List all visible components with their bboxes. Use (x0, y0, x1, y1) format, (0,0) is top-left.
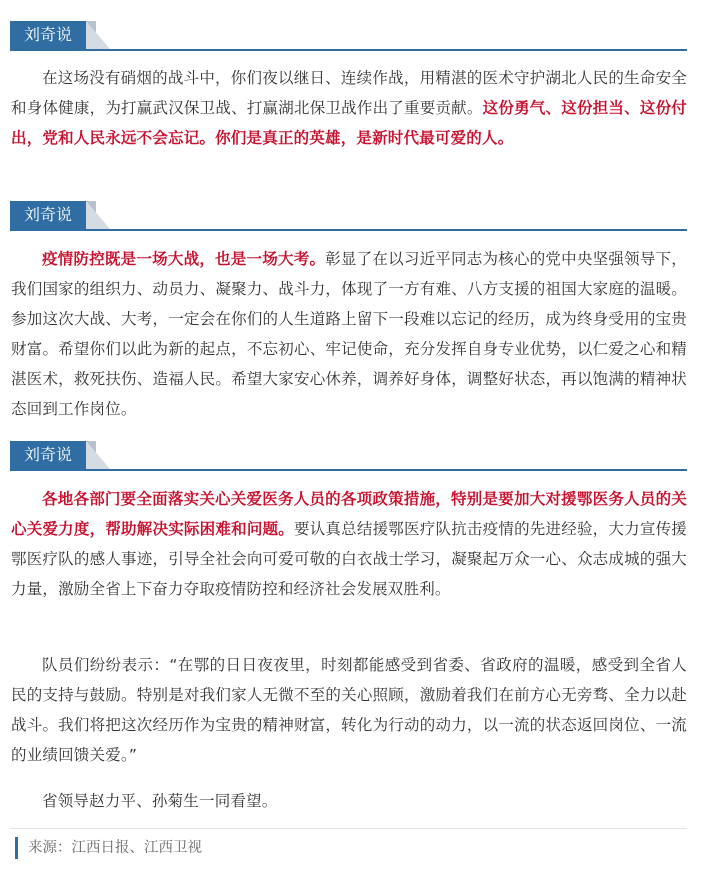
tag-decoration-slant (86, 441, 110, 469)
section-title: 刘奇说 (10, 21, 86, 49)
section-header-2 (10, 199, 687, 231)
tag-decoration-slant (86, 201, 110, 229)
paragraph (11, 786, 687, 816)
paragraph (11, 484, 687, 604)
paragraph-text: 彰显了在以习近平同志为核心的党中央坚强领导下，我们国家的组织力、动员力、凝聚力、战斗力，体现了一方有难、八方支援的祖国大家庭的温暖。参加这次大战、大考，一定会在你们的人生道路上留下一段难以忘记的经历，成为终身受用的宝贵财富。希望你们以此为新的起点，不忘初心、牢记使命，充分发挥自身专业优势，以仁爱之心和精湛医术，救死扶伤、造福人民。希望大家安心休养，调养好身体，调整好状态，再以饱满的精神状态回到工作岗位。 (11, 250, 687, 418)
section-header-1 (10, 19, 687, 51)
source-credit: 来源：江西日报、江西卫视 (15, 837, 202, 859)
divider (10, 828, 687, 829)
paragraph-highlight: 这份勇气、这份担当、这份付出，党和人民永远不会忘记。你们是真正的英雄，是新时代最可爱的人。 (11, 99, 687, 147)
paragraph-text: 在这场没有硝烟的战斗中，你们夜以继日、连续作战，用精湛的医术守护湖北人民的生命安全和身体健康，为打赢武汉保卫战、打赢湖北保卫战作出了重要贡献。 (11, 69, 687, 117)
paragraph-highlight: 疫情防控既是一场大战，也是一场大考。 (42, 250, 326, 268)
paragraph-text: 要认真总结援鄂医疗队抗击疫情的先进经验，大力宣传援鄂医疗队的感人事迹，引导全社会向可爱可敬的白衣战士学习，凝聚起万众一心、众志成城的强大力量，激励全省上下奋力夺取疫情防控和经济社会发展双胜利。 (11, 520, 687, 598)
paragraph-text: 队员们纷纷表示：“在鄂的日日夜夜里，时刻都能感受到省委、省政府的温暖，感受到全省人民的支持与鼓励。特别是对我们家人无微不至的关心照顾，激励着我们在前方心无旁骛、全力以赴战斗。我们将把这次经历作为宝贵的精神财富，转化为行动的动力，以一流的状态返回岗位、一流的业绩回馈关爱。” (11, 656, 687, 764)
paragraph-text: 省领导赵力平、孙菊生一同看望。 (42, 792, 278, 810)
paragraph (11, 63, 687, 153)
paragraph (11, 244, 687, 424)
paragraph-highlight: 各地各部门要全面落实关心关爱医务人员的各项政策措施，特别是要加大对援鄂医务人员的关心关爱力度，帮助解决实际困难和问题。 (11, 490, 687, 538)
paragraph (11, 650, 687, 770)
section-title: 刘奇说 (10, 441, 86, 469)
section-header-3 (10, 439, 687, 471)
tag-decoration-slant (86, 21, 110, 49)
section-title: 刘奇说 (10, 201, 86, 229)
